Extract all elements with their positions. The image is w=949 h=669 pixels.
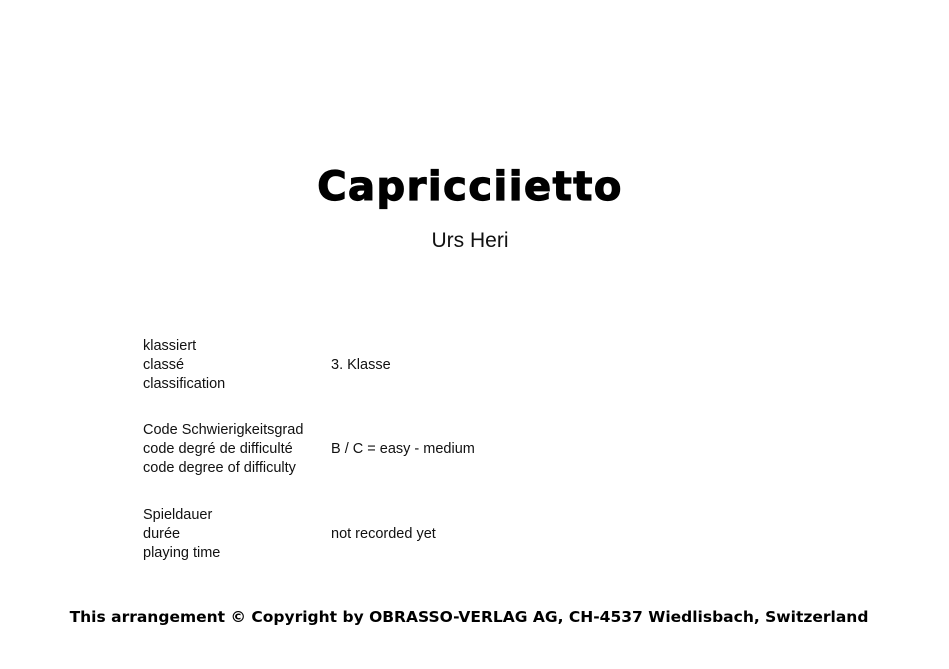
playing-time-label-de: Spieldauer [143, 507, 213, 523]
playing-time-label-fr: durée [143, 526, 181, 542]
page-title: Capricciietto [317, 164, 623, 210]
difficulty-block [143, 421, 475, 478]
difficulty-label-en: code degree of difficulty [143, 460, 296, 476]
playing-time-label-en: playing time [143, 545, 221, 561]
playing-time-block [143, 506, 436, 563]
classification-label-en: classification [143, 376, 226, 392]
classification-value: 3. Klasse [331, 357, 391, 373]
classification-block [143, 337, 391, 394]
difficulty-label-de: Code Schwierigkeitsgrad [143, 422, 304, 438]
difficulty-label-fr: code degré de difficulté [143, 441, 293, 457]
composer-name: Urs Heri [431, 229, 509, 252]
classification-label-fr: classé [143, 357, 185, 373]
difficulty-value: B / C = easy - medium [331, 441, 475, 457]
playing-time-value: not recorded yet [331, 526, 436, 542]
copyright-notice: This arrangement © Copyright by OBRASSO-VERLAG AG, CH-4537 Wiedlisbach, Switzerland [69, 608, 869, 626]
classification-label-de: klassiert [143, 338, 197, 354]
